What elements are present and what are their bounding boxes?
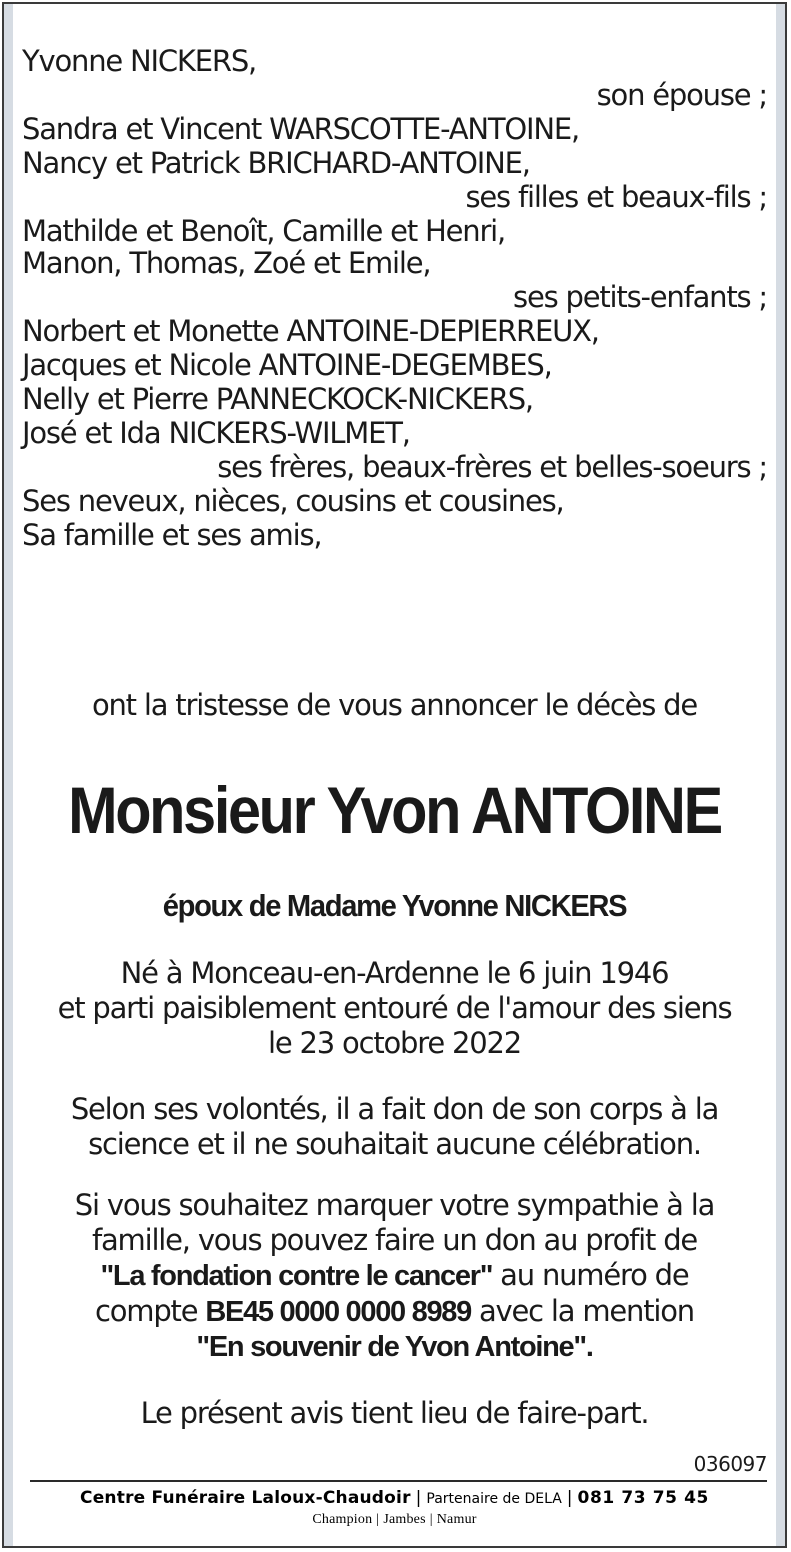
foundation-name: "La fondation contre le cancer" (100, 1260, 493, 1292)
wishes-line: Selon ses volontés, il a fait don de son corps à la (70, 1092, 719, 1126)
birth-line: Né à Monceau-en-Ardenne le 6 juin 1946 (120, 956, 669, 990)
donation-text: au numéro de (492, 1258, 689, 1292)
final-note (22, 1396, 767, 1431)
footer-separator: | (566, 1488, 573, 1508)
footer-separator: | (415, 1488, 422, 1508)
donation-line (22, 1294, 767, 1330)
obituary-notice (2, 2, 787, 1548)
phone-number: 081 73 75 45 (577, 1488, 709, 1508)
final-note-text: Le présent avis tient lieu de faire-part. (140, 1396, 649, 1430)
donation-line: famille, vous pouvez faire un don au profit de (91, 1223, 698, 1257)
family-line: Ses neveux, nièces, cousins et cousines, (22, 484, 564, 518)
location-item: Namur (436, 1512, 477, 1527)
donation-line (22, 1258, 767, 1294)
family-line: José et Ida NICKERS-WILMET, (22, 416, 410, 450)
wishes-paragraph (22, 1092, 767, 1162)
right-side-bar (776, 4, 785, 1546)
birth-paragraph (22, 956, 767, 1061)
location-item: Champion (312, 1512, 373, 1527)
left-side-bar (4, 4, 13, 1546)
family-role-line: son épouse ; (596, 78, 767, 112)
funeral-home-footer (4, 1488, 785, 1508)
donation-line: Si vous souhaitez marquer votre sympathie à la (74, 1188, 715, 1222)
family-line: Sandra et Vincent WARSCOTTE-ANTOINE, (22, 112, 579, 146)
donation-text: compte (95, 1294, 206, 1328)
reference-number: 036097 (693, 1452, 767, 1476)
family-line: Nancy et Patrick BRICHARD-ANTOINE, (22, 146, 530, 180)
location-separator: | (429, 1512, 433, 1527)
location-separator: | (376, 1512, 380, 1527)
death-date-line: le 23 octobre 2022 (268, 1026, 521, 1060)
wishes-line: science et il ne souhaitait aucune célébration. (88, 1127, 701, 1161)
donation-paragraph (22, 1188, 767, 1365)
family-line: Yvonne NICKERS, (22, 44, 257, 78)
family-role-line: ses filles et beaux-fils ; (465, 180, 767, 214)
spouse-line: époux de Madame Yvonne NICKERS (162, 888, 627, 923)
announcement-text: ont la tristesse de vous annoncer le décès de (91, 688, 698, 722)
family-list (22, 44, 767, 552)
family-role-line: ses petits-enfants ; (513, 280, 767, 314)
account-number: BE45 0000 0000 8989 (205, 1296, 471, 1328)
donation-mention: "En souvenir de Yvon Antoine". (196, 1331, 593, 1363)
family-line: Sa famille et ses amis, (22, 518, 322, 552)
footer-divider (30, 1480, 767, 1482)
funeral-home-name: Centre Funéraire Laloux-Chaudoir (80, 1488, 411, 1508)
family-line: Jacques et Nicole ANTOINE-DEGEMBES, (22, 348, 552, 382)
family-role-line: ses frères, beaux-frères et belles-soeurs ; (217, 450, 767, 484)
birth-line: et parti paisiblement entouré de l'amour des siens (57, 991, 732, 1025)
family-line: Nelly et Pierre PANNECKOCK-NICKERS, (22, 382, 533, 416)
location-item: Jambes (383, 1512, 426, 1527)
family-line: Mathilde et Benoît, Camille et Henri, (22, 214, 506, 248)
family-line: Manon, Thomas, Zoé et Emile, (22, 246, 431, 280)
family-line: Norbert et Monette ANTOINE-DEPIERREUX, (22, 314, 599, 348)
deceased-name: Monsieur Yvon ANTOINE (68, 773, 721, 847)
funeral-home-locations (4, 1512, 785, 1528)
partner-text: Partenaire de DELA (426, 1491, 562, 1507)
donation-text: avec la mention (470, 1294, 694, 1328)
